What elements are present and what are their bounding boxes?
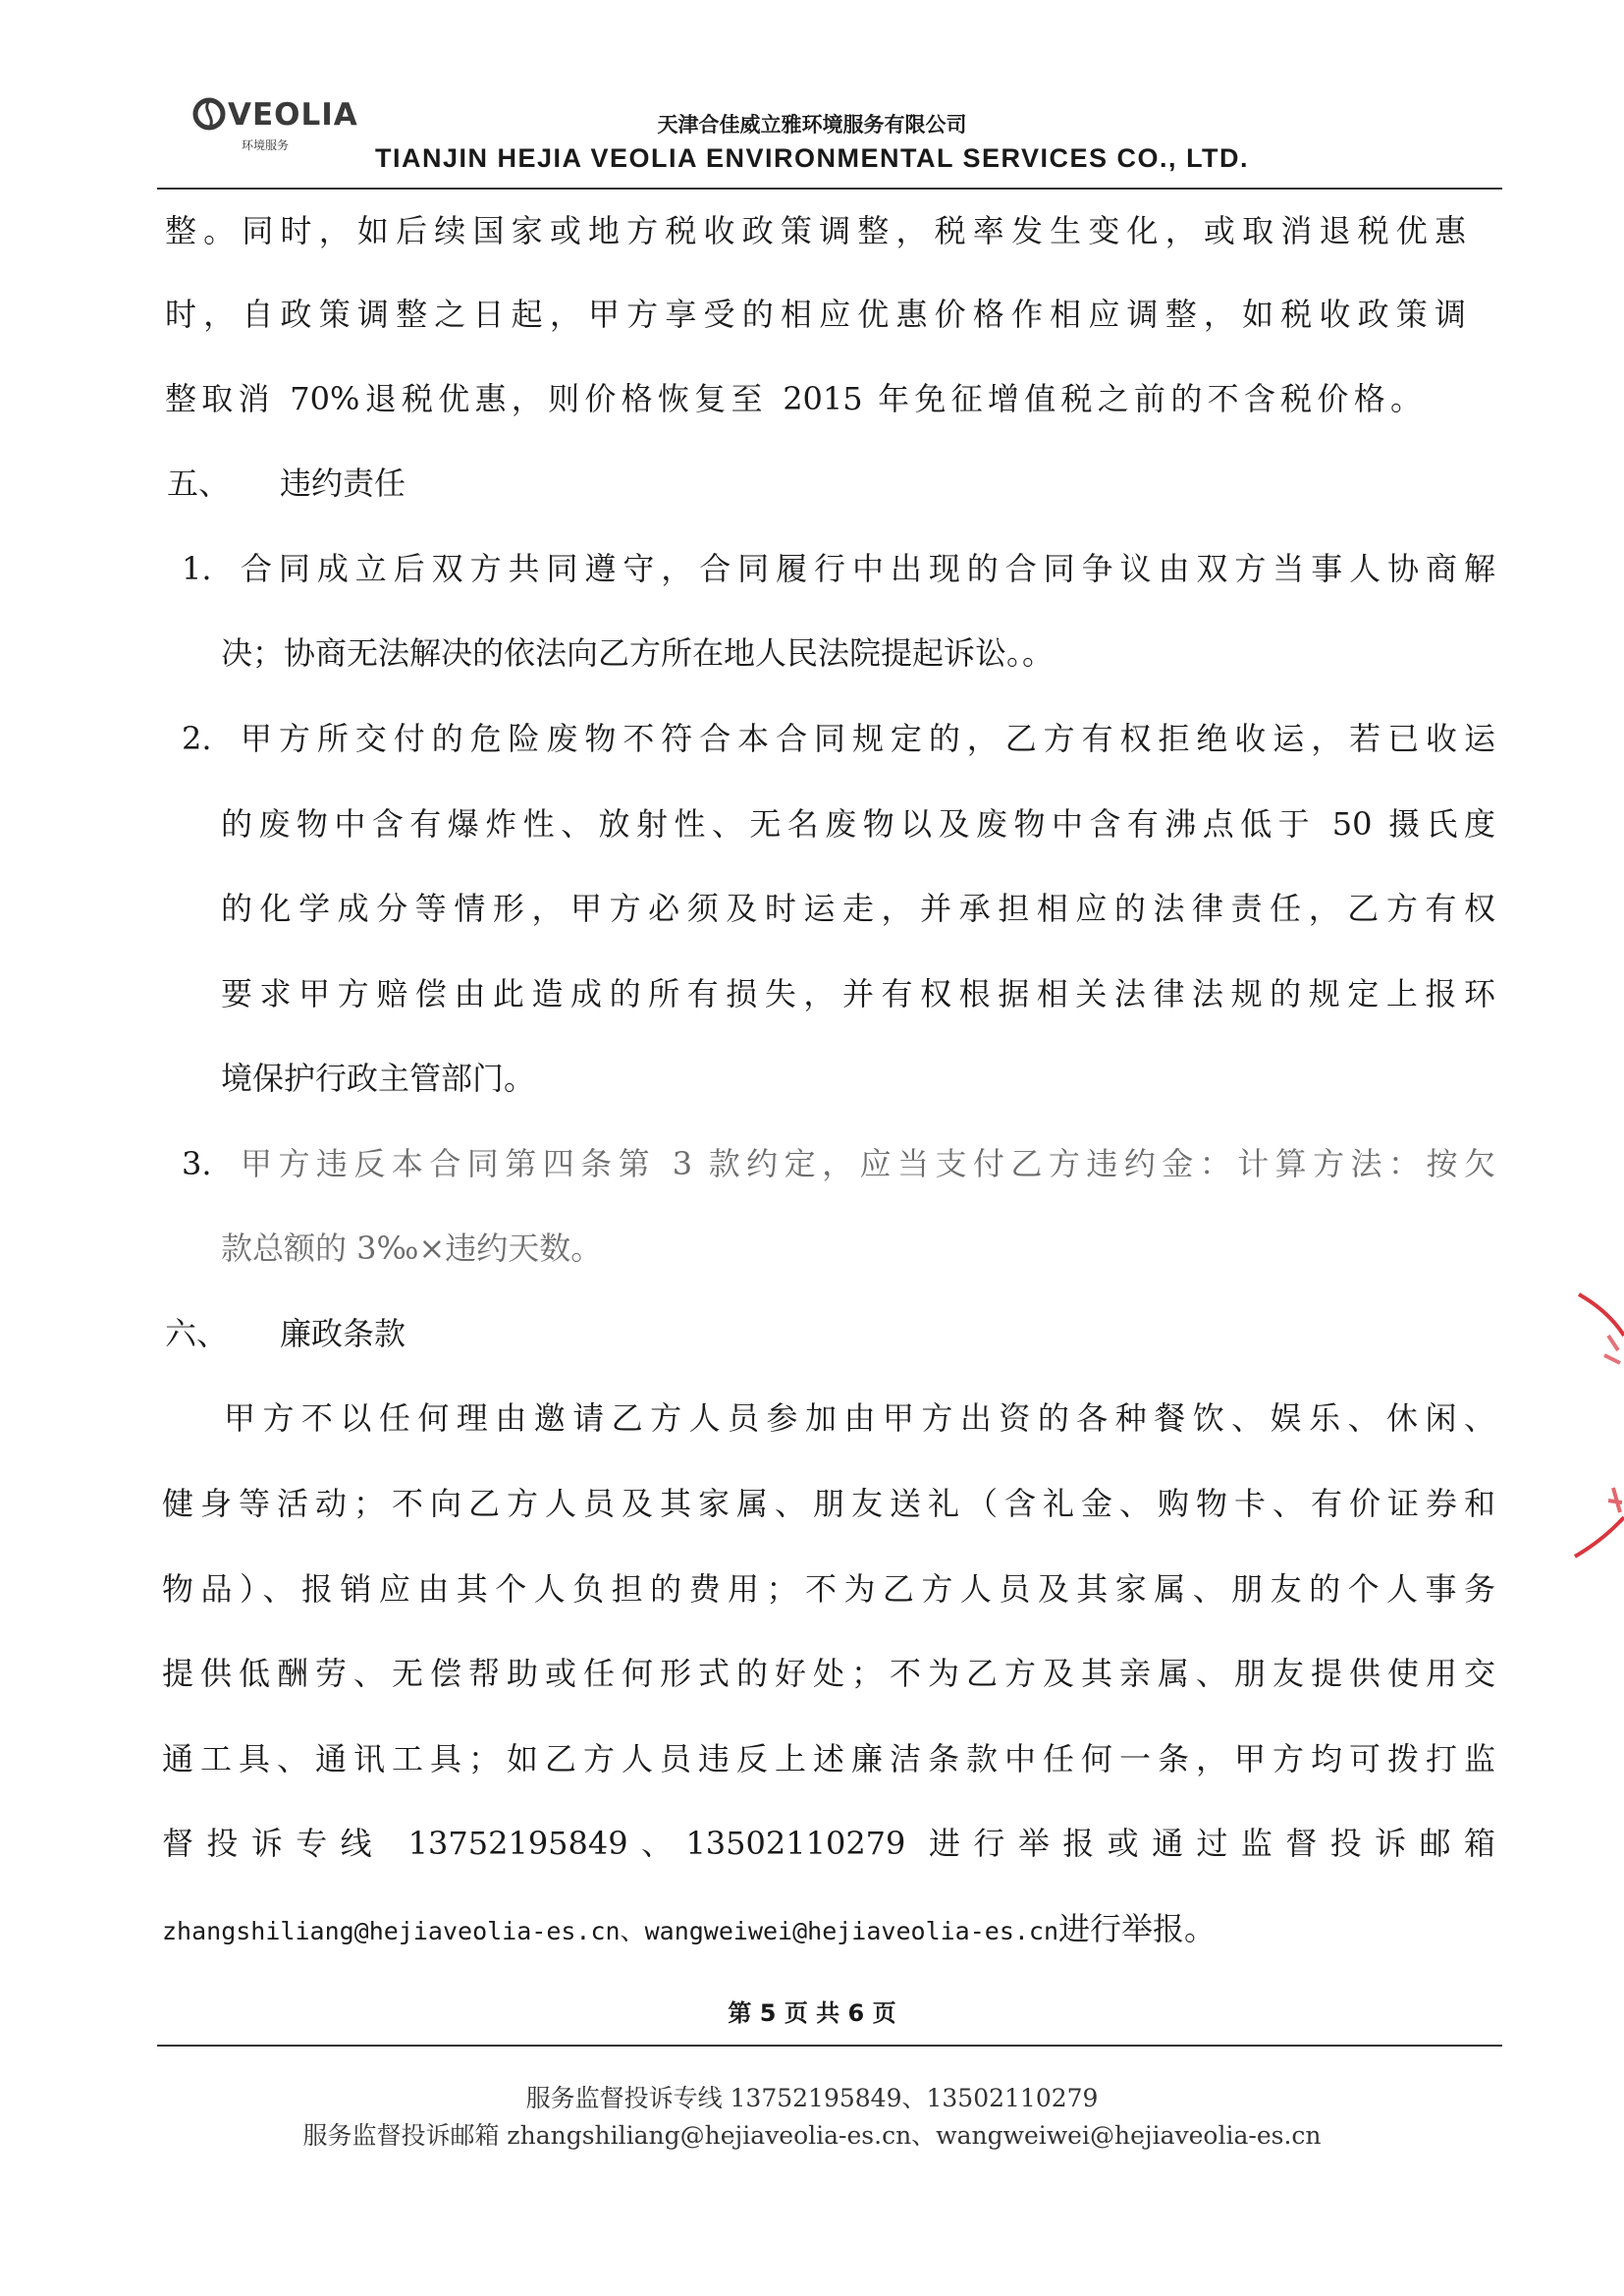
company-name-en: TIANJIN HEJIA VEOLIA ENVIRONMENTAL SERVICES CO., LTD.: [374, 143, 1250, 173]
item-2-line: 的化学成分等情形，甲方必须及时运走，并承担相应的法律责任，乙方有权: [221, 890, 1495, 927]
report-email-addresses: zhangshiliang@hejiaveolia-es.cn、wangweiwei@hejiaveolia-es.cn: [162, 1917, 1059, 1945]
item-3-line: 款总额的 3‰×违约天数。: [221, 1230, 603, 1267]
body-line: 时，自政策调整之日起，甲方享受的相应优惠价格作相应调整，如税收政策调: [165, 296, 1466, 333]
company-name-cn: 天津合佳威立雅环境服务有限公司: [657, 113, 967, 137]
item-1-number: 1.: [182, 550, 212, 587]
footer-hotline: 服务监督投诉专线 13752195849、13502110279: [525, 2084, 1099, 2112]
item-1-line: 决；协商无法解决的依法向乙方所在地人民法院提起诉讼。。: [221, 634, 1055, 672]
page-number: 第 5 页 共 6 页: [728, 1999, 896, 2027]
section-6-line: 通工具、通讯工具；如乙方人员违反上述廉洁条款中任何一条，甲方均可拨打监: [162, 1740, 1495, 1777]
body-line: 整取消 70%退税优惠，则价格恢复至 2015 年免征增值税之前的不含税价格。: [165, 380, 1422, 417]
item-2-number: 2.: [182, 720, 212, 757]
section-6-line: 物品）、报销应由其个人负担的费用；不为乙方人员及其家属、朋友的个人事务: [162, 1570, 1495, 1608]
section-6-line: 健身等活动；不向乙方人员及其家属、朋友送礼（含礼金、购物卡、有价证券和: [162, 1485, 1495, 1522]
item-2-line: 要求甲方赔偿由此造成的所有损失，并有权根据相关法律法规的规定上报环: [221, 975, 1495, 1012]
body-line: 整。同时，如后续国家或地方税收政策调整，税率发生变化，或取消退税优惠: [165, 212, 1466, 249]
section-6-number: 六、: [165, 1315, 229, 1352]
item-3-line: 甲方违反本合同第四条第 3 款约定，应当支付乙方违约金：计算方法：按欠: [241, 1145, 1495, 1182]
red-seal-fragment: [1569, 1277, 1624, 1571]
item-3-number: 3.: [182, 1145, 212, 1182]
section-5-number: 五、: [167, 465, 231, 502]
item-2-line: 境保护行政主管部门。: [221, 1060, 536, 1097]
section-6-line: 督投诉专线 13752195849、13502110279 进行举报或通过监督投诉邮箱: [162, 1825, 1495, 1862]
report-suffix: 进行举报。: [1058, 1910, 1217, 1947]
item-2-line: 的废物中含有爆炸性、放射性、无名废物以及废物中含有沸点低于 50 摄氏度: [221, 805, 1495, 843]
logo-wordmark: VEOLIA: [228, 97, 358, 133]
section-6-title: 廉政条款: [280, 1315, 406, 1352]
logo-subtext: 环境服务: [242, 138, 290, 152]
item-2-line: 甲方所交付的危险废物不符合本合同规定的，乙方有权拒绝收运，若已收运: [241, 720, 1495, 757]
footer-email: 服务监督投诉邮箱 zhangshiliang@hejiaveolia-es.cn、wangweiwei@hejiaveolia-es.cn: [302, 2121, 1322, 2150]
footer-divider: [157, 2045, 1502, 2047]
item-1-line: 合同成立后双方共同遵守，合同履行中出现的合同争议由双方当事人协商解: [241, 550, 1495, 587]
section-6-line: 提供低酬劳、无偿帮助或任何形式的好处；不为乙方及其亲属、朋友提供使用交: [162, 1655, 1495, 1692]
section-6-line: 甲方不以任何理由邀请乙方人员参加由甲方出资的各种餐饮、娱乐、休闲、: [224, 1399, 1495, 1437]
section-6-last-line: [162, 1909, 1216, 1951]
section-5-title: 违约责任: [280, 465, 406, 502]
header-divider: [157, 188, 1502, 190]
